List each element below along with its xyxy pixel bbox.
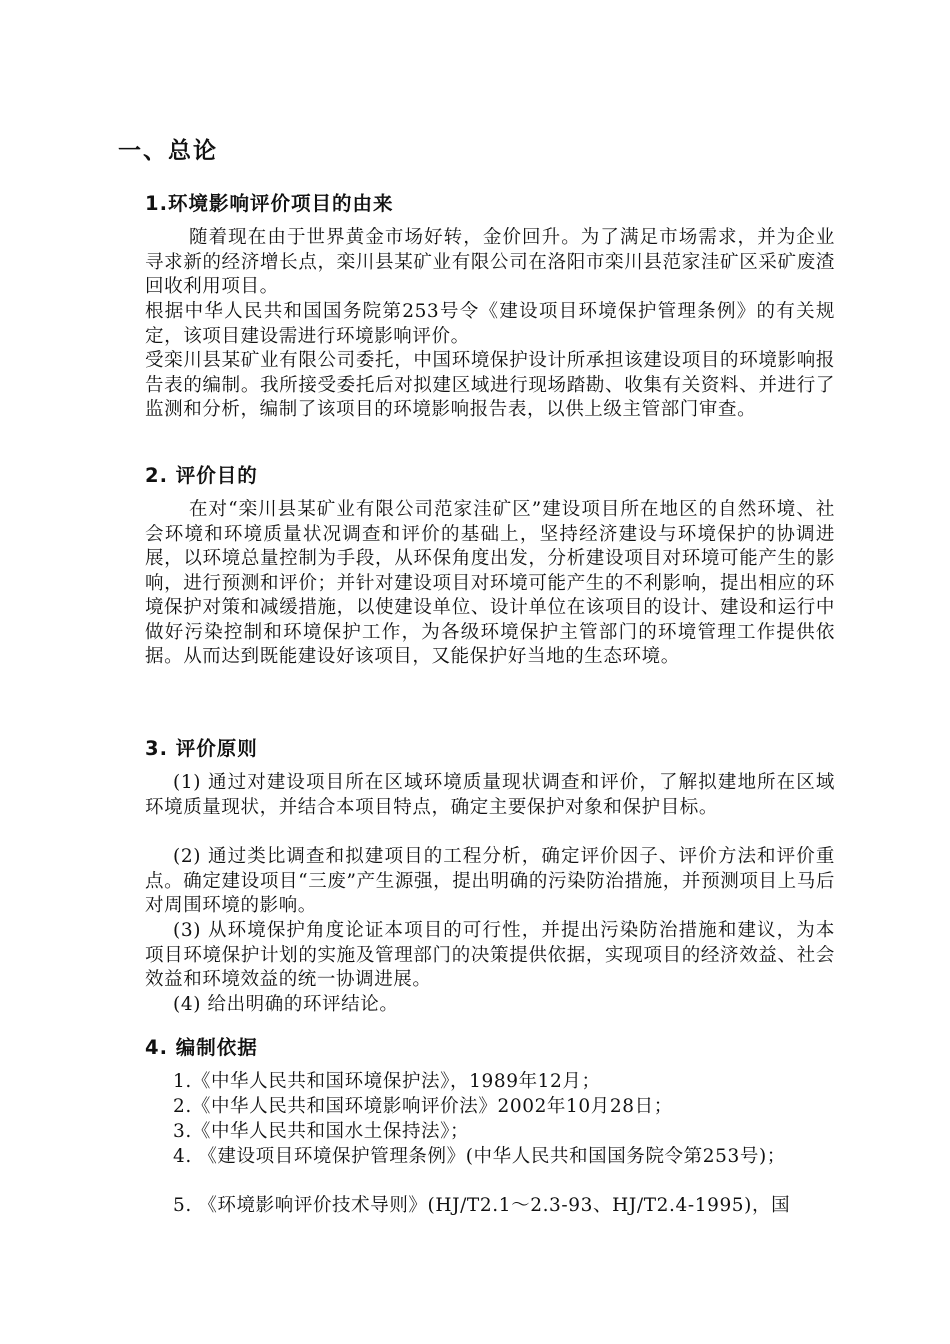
section-4-item-2 [145,1095,835,1120]
paragraph-text: 随着现在由于世界黄金市场好转，金价回升。为了满足市场需求，并为企业寻求新的经济增长点，栾川县某矿业有限公司在洛阳市栾川县范家洼矿区采矿废渣回收利用项目。 [145,227,835,297]
section-1-title: 1.环境影响评价项目的由来 [145,192,394,215]
paragraph-text: 4. 《建设项目环境保护管理条例》(中华人民共和国国务院令第253号)； [173,1146,786,1167]
section-2-title: 2. 评价目的 [145,464,258,487]
paragraph-text: (1) 通过对建设项目所在区域环境质量现状调查和评价，了解拟建地所在区域环境质量现状，并结合本项目特点，确定主要保护对象和保护目标。 [145,772,835,818]
paragraph-text: (4) 给出明确的环评结论。 [173,994,399,1015]
paragraph-text: 根据中华人民共和国国务院第253号令《建设项目环境保护管理条例》的有关规定，该项目建设需进行环境影响评价。 [145,301,835,347]
section-4-item-3 [145,1120,835,1145]
section-3-title: 3. 评价原则 [145,737,258,760]
paragraph-text: 1.《中华人民共和国环境保护法》，1989年12月； [173,1071,601,1092]
paragraph-text: 5. 《环境影响评价技术导则》(HJ/T2.1～2.3-93、HJ/T2.4-1995)，国 [173,1195,791,1216]
paragraph-text: 在对“栾川县某矿业有限公司范家洼矿区”建设项目所在地区的自然环境、社会环境和环境质量状况调查和评价的基础上，坚持经济建设与环境保护的协调进展，以环境总量控制为手段，从环保角度出发，分析建设项目对环境可能产生的影响，进行预测和评价；并针对建设项目对环境可能产生的不利影响，提出相应的环境保护对策和减缓措施，以使建设单位、设计单位在该项目的设计、建设和运行中做好污染控制和环境保护工作，为各级环境保护主管部门的环境管理工作提供依据。从而达到既能建设好该项目，又能保护好当地的生态环境。 [145,499,835,667]
paragraph-text: (2) 通过类比调查和拟建项目的工程分析，确定评价因子、评价方法和评价重点。确定建设项目“三废”产生源强，提出明确的污染防治措施，并预测项目上马后对周围环境的影响。 [145,846,835,916]
section-3-item-4 [145,993,835,1018]
section-2-paragraph-1 [145,498,835,670]
section-3-item-1 [145,771,835,820]
paragraph-text: (3) 从环境保护角度论证本项目的可行性，并提出污染防治措施和建议，为本项目环境保护计划的实施及管理部门的决策提供依据，实现项目的经济效益、社会效益和环境效益的统一协调进展。 [145,920,835,990]
section-3-item-3 [145,919,835,993]
section-4-item-5 [145,1194,835,1219]
section-4-title: 4. 编制依据 [145,1036,258,1059]
section-3-item-2 [145,845,835,919]
section-1-paragraph-3 [145,349,835,423]
paragraph-text: 3.《中华人民共和国水土保持法》； [173,1121,470,1142]
section-1-paragraph-2 [145,300,835,349]
section-1-paragraph-1 [145,226,835,300]
paragraph-text: 2.《中华人民共和国环境影响评价法》2002年10月28日； [173,1096,673,1117]
section-4-item-4 [145,1145,835,1170]
chapter-title: 一、总论 [118,138,218,164]
section-4-item-1 [145,1070,835,1095]
paragraph-text: 受栾川县某矿业有限公司委托，中国环境保护设计所承担该建设项目的环境影响报告表的编制。我所接受委托后对拟建区域进行现场踏勘、收集有关资料、并进行了监测和分析，编制了该项目的环境影响报告表，以供上级主管部门审查。 [145,350,835,420]
